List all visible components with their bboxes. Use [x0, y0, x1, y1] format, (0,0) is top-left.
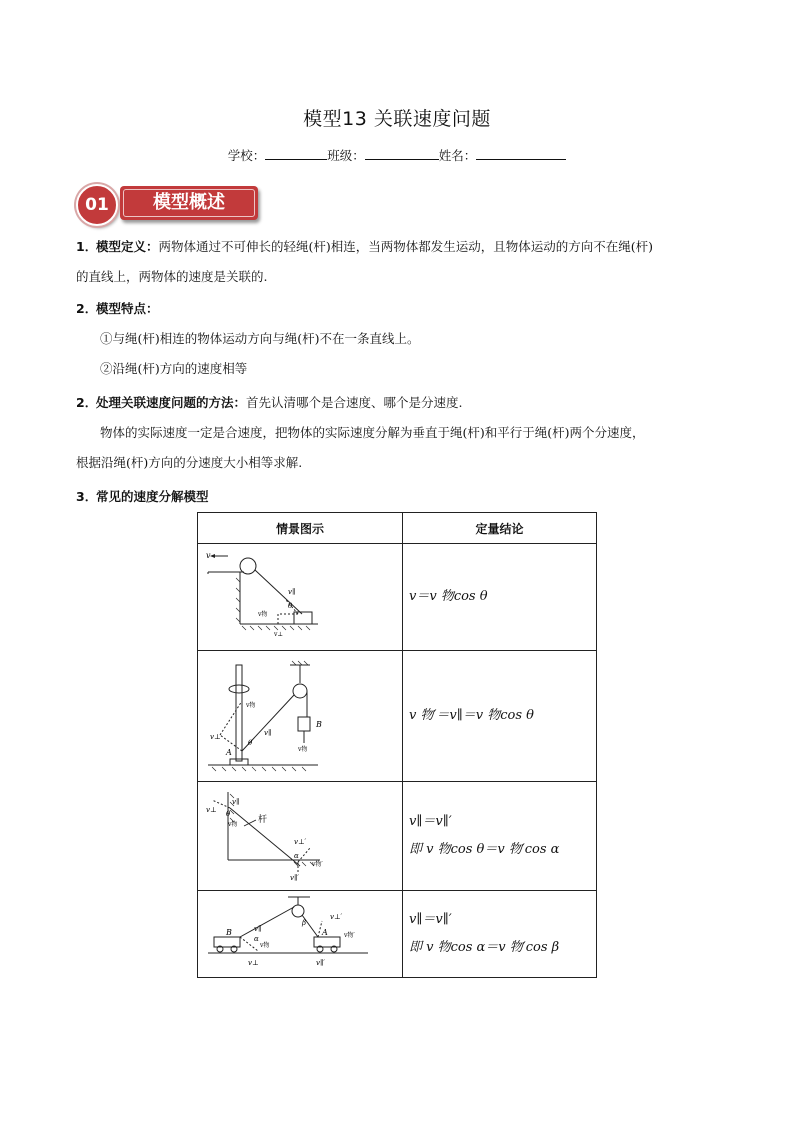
school-blank [265, 147, 327, 160]
label-theta: θ [248, 739, 253, 747]
label-theta: θ [226, 810, 231, 818]
conclusion-cell-3 [403, 782, 597, 891]
item-2-point-1: ①与绳(杆)相连的物体运动方向与绳(杆)不在一条直线上。 [100, 331, 420, 346]
label-v-object-prime: v物′ [312, 861, 323, 868]
school-label: 学校： [227, 148, 266, 163]
label-v-perp-prime: v⊥′ [330, 913, 343, 921]
label-v-parallel-prime: v∥′ [290, 874, 299, 882]
item-3-number: 2． [76, 395, 98, 410]
item-1-heading: 模型定义： [96, 239, 159, 254]
item-2-number: 2． [76, 301, 98, 316]
page-title: 模型13 关联速度问题 [303, 108, 491, 130]
label-alpha: α [294, 852, 299, 860]
label-A: A [226, 748, 232, 757]
section-title [120, 186, 258, 220]
diagram-pulley-block [198, 544, 402, 646]
item-1-number: 1． [76, 239, 98, 254]
conclusion-line: v＝v 物cos θ [409, 589, 488, 604]
item-1 [76, 232, 726, 292]
label-v-perp-prime: v⊥′ [294, 838, 307, 846]
item-3 [76, 388, 726, 478]
label-beta: β [302, 919, 307, 927]
section-title-text: 模型概述 [153, 192, 225, 213]
section-banner [76, 183, 266, 223]
header-conclusion: 定量结论 [403, 513, 597, 544]
label-v-object-b: v物 [298, 746, 308, 753]
conclusion-line: v 物′＝v∥＝v 物cos θ [409, 708, 534, 723]
item-1-continuation: 的直线上，两物体的速度是关联的. [76, 269, 268, 284]
name-blank [476, 147, 566, 160]
label-v-perp: v⊥ [274, 631, 284, 638]
item-4 [76, 482, 726, 512]
table-row [198, 891, 597, 978]
label-v: v [206, 551, 211, 560]
conclusion-line: 即 v 物cos α＝v 物′cos β [409, 940, 560, 955]
item-3-heading: 处理关联速度问题的方法： [96, 395, 247, 410]
item-2-heading: 模型特点： [96, 301, 159, 316]
conclusion-line: v∥＝v∥′ [409, 912, 452, 927]
table-row [198, 544, 597, 651]
scene-cell-1 [198, 544, 403, 651]
label-v-parallel: v∥ [254, 925, 262, 933]
velocity-decomposition-table [197, 512, 597, 978]
item-2-point-2: ②沿绳(杆)方向的速度相等 [100, 361, 248, 376]
name-label: 姓名： [438, 148, 477, 163]
item-3-paragraph-2: 根据沿绳(杆)方向的分速度大小相等求解. [76, 455, 303, 470]
label-B: B [316, 720, 322, 729]
student-info-line [0, 146, 794, 164]
class-blank [365, 147, 439, 160]
label-rod: 杆 [258, 815, 268, 825]
table-row [198, 782, 597, 891]
label-v-object: v物 [258, 611, 268, 618]
label-v-parallel-prime: v∥′ [316, 959, 325, 967]
label-A: A [322, 928, 328, 937]
label-v-object-prime: v物′ [344, 932, 355, 939]
label-v-parallel: v∥ [288, 588, 296, 596]
diagram-rod-wall [198, 782, 402, 886]
label-v-parallel: v∥ [264, 729, 272, 737]
item-3-text: 首先认清哪个是合速度、哪个是分速度. [246, 395, 463, 410]
item-3-paragraph-1: 物体的实际速度一定是合速度，把物体的实际速度分解为垂直于绳(杆)和平行于绳(杆)两个分速度， [100, 425, 645, 440]
section-number-badge: 01 [76, 184, 118, 226]
conclusion-cell-1 [403, 544, 597, 651]
scene-cell-2 [198, 651, 403, 782]
label-v-perp: v⊥ [210, 733, 221, 741]
conclusion-cell-4 [403, 891, 597, 978]
item-2 [76, 294, 726, 384]
label-v-perp: v⊥ [206, 806, 217, 814]
item-4-heading: 常见的速度分解模型 [96, 489, 209, 504]
scene-cell-3 [198, 782, 403, 891]
scene-cell-4 [198, 891, 403, 978]
label-v-perp: v⊥ [248, 959, 259, 967]
label-alpha: α [254, 935, 259, 943]
item-4-number: 3． [76, 489, 98, 504]
label-v-object: v物 [260, 942, 270, 949]
item-1-text: 两物体通过不可伸长的轻绳(杆)相连，当两物体都发生运动，且物体运动的方向不在绳(杆) [158, 239, 654, 254]
table-row [198, 651, 597, 782]
conclusion-line: 即 v 物cos θ＝v 物′cos α [409, 842, 560, 857]
label-B: B [226, 928, 232, 937]
class-label: 班级： [327, 148, 365, 163]
diagram-pole-block [198, 651, 402, 777]
conclusion-cell-2 [403, 651, 597, 782]
table-header-row [198, 513, 597, 544]
conclusion-line: v∥＝v∥′ [409, 814, 452, 829]
label-v-object: v物 [246, 702, 256, 709]
diagram-two-carts [198, 891, 402, 973]
label-theta: θ [288, 602, 293, 610]
label-v-parallel: v∥ [232, 798, 240, 806]
label-v-object: v物 [228, 821, 238, 828]
header-scene: 情景图示 [198, 513, 403, 544]
